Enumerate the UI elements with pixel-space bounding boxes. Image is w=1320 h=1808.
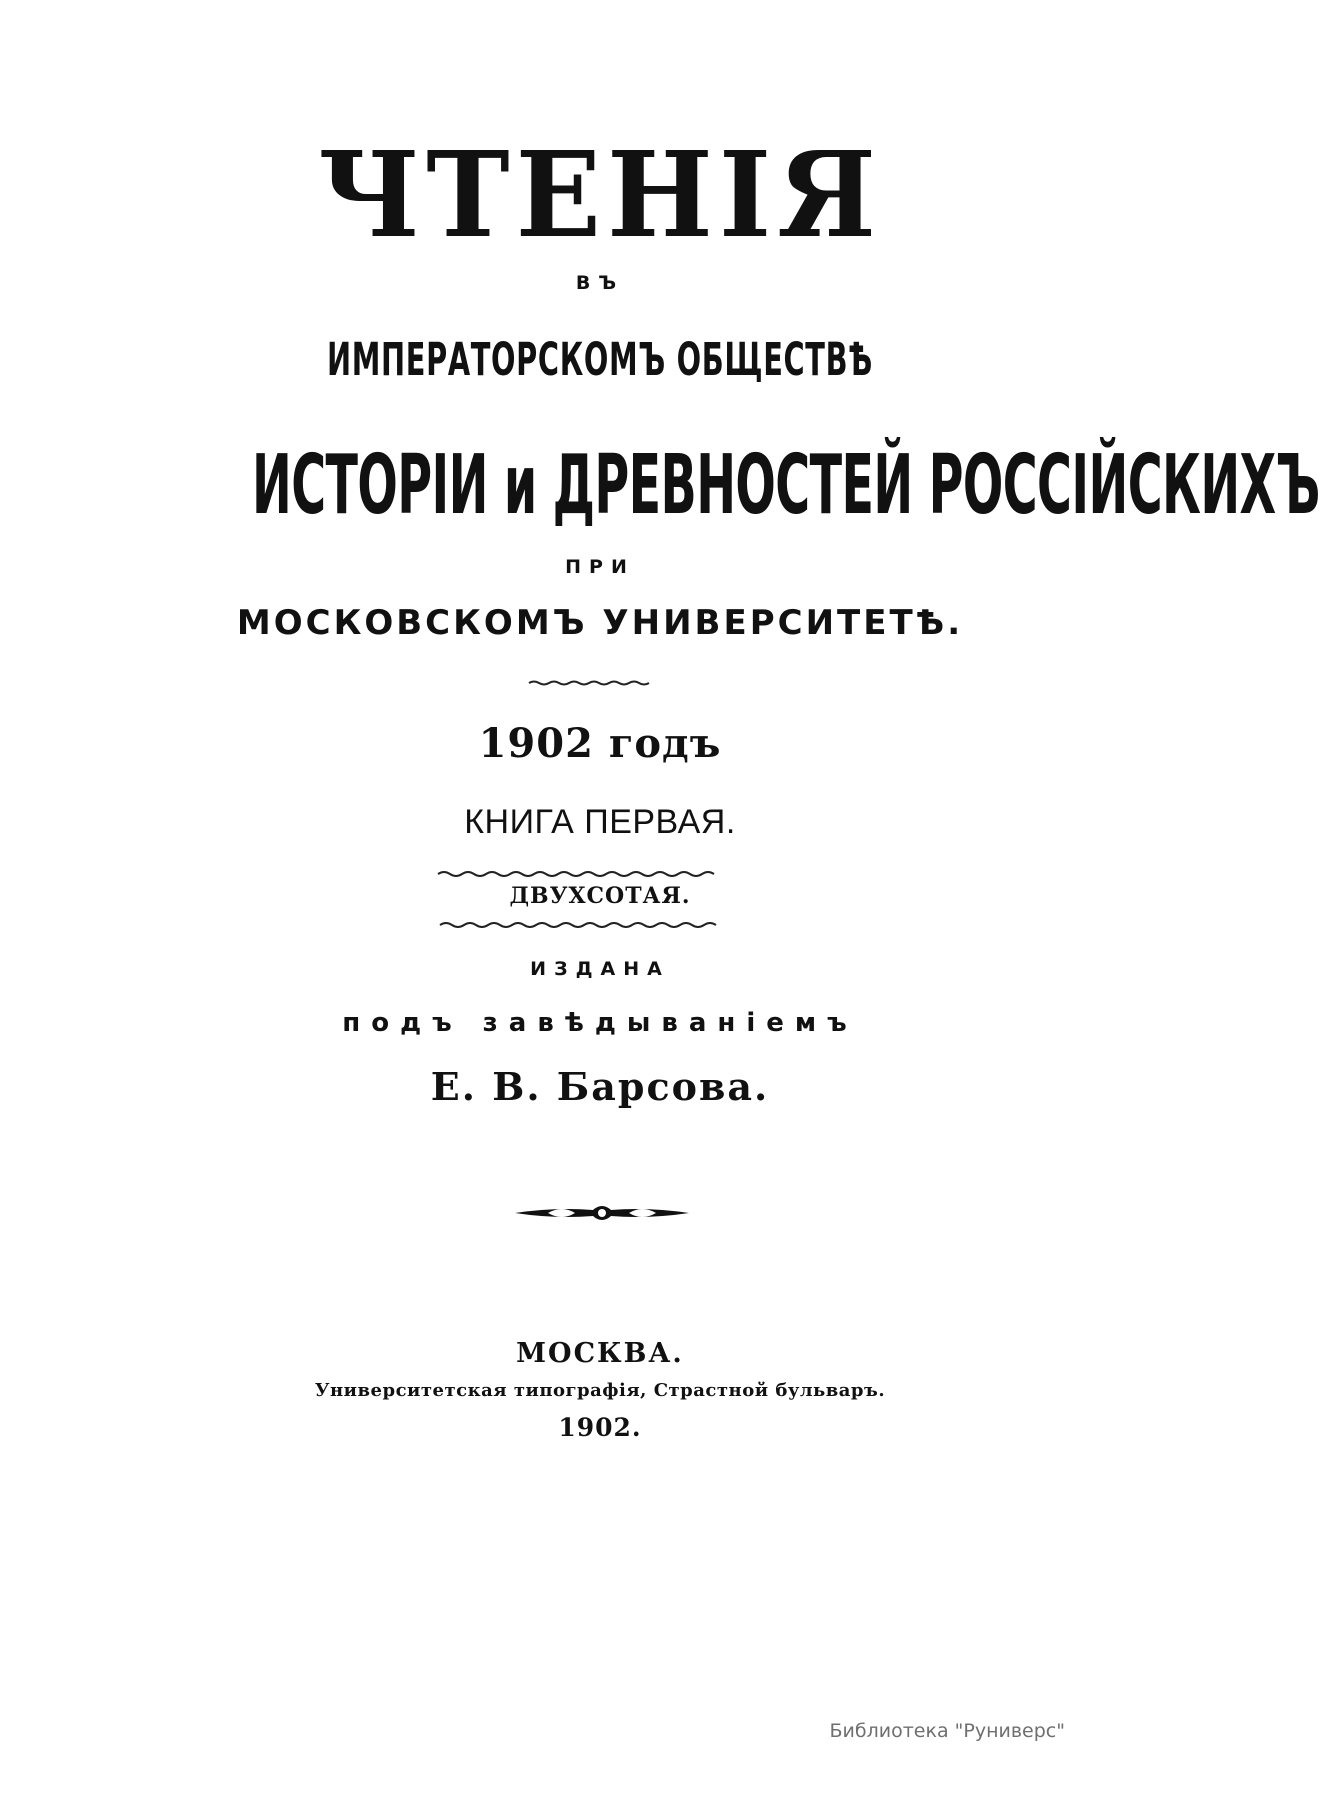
university-line: МОСКОВСКОМЪ УНИВЕРСИТЕТѢ. <box>236 603 964 643</box>
under-direction-line: подъ завѣдыванiемъ <box>342 1008 858 1038</box>
city-line: МОСКВА. <box>516 1338 684 1369</box>
year-line: 1902 годъ <box>478 720 722 767</box>
history-line: ИСТОРІИ и ДРЕВНОСТЕЙ РОССІЙСКИХЪ <box>252 438 1320 533</box>
published-line: ИЗДАНА <box>530 958 670 980</box>
preposition-v: ВЪ <box>575 272 625 294</box>
publication-year: 1902. <box>558 1413 642 1442</box>
issue-number: ДВУХСОТАЯ. <box>509 883 691 909</box>
upper-wavy-rule <box>438 872 714 876</box>
press-line: Университетская типографія, Страстной бульваръ. <box>314 1380 886 1401</box>
decorative-ornament <box>515 1206 689 1220</box>
society-line: ИМПЕРАТОРСКОМЪ ОБЩЕСТВѢ <box>326 333 874 386</box>
small-divider <box>529 682 649 685</box>
preposition-pri: ПРИ <box>565 556 635 578</box>
main-title: ЧТЕНІЯ <box>318 126 882 265</box>
library-watermark: Библиотека "Руниверс" <box>829 1720 1065 1742</box>
editor-name: Е. В. Барсова. <box>430 1064 770 1109</box>
lower-wavy-rule <box>440 923 716 927</box>
book-line: КНИГА ПЕРВАЯ. <box>464 803 736 841</box>
